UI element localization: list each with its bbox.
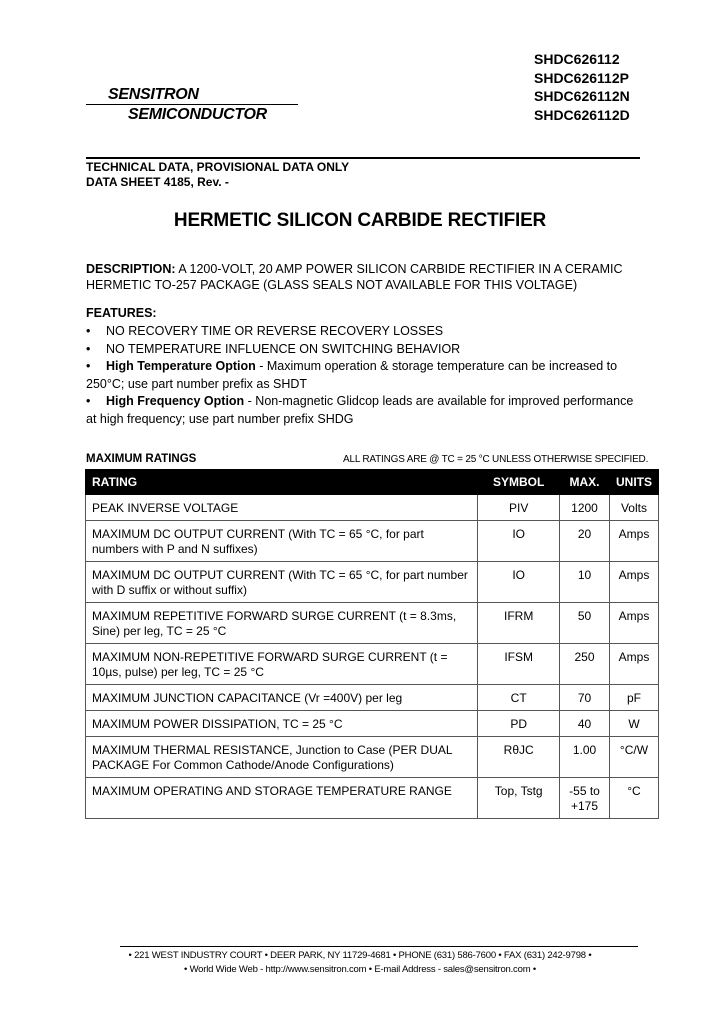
cell-rating: MAXIMUM DC OUTPUT CURRENT (With TC = 65 °C, for part number with D suffix or without suffix) (86, 562, 478, 603)
cell-max: 10 (560, 562, 610, 603)
feature-bold: High Temperature Option (106, 359, 256, 373)
footer-address: • 221 WEST INDUSTRY COURT • DEER PARK, NY 11729-4681 • PHONE (631) 586-7600 • FAX (631) 242-9798 • (128, 950, 592, 961)
cell-rating: MAXIMUM DC OUTPUT CURRENT (With TC = 65 °C, for part numbers with P and N suffixes) (86, 521, 478, 562)
cell-symbol: PD (478, 711, 560, 737)
part-number: SHDC626112D (534, 106, 630, 123)
cell-rating: MAXIMUM JUNCTION CAPACITANCE (Vr =400V) per leg (86, 685, 478, 711)
cell-symbol: RθJC (478, 737, 560, 778)
description (86, 261, 646, 293)
feature-text: - Maximum operation & storage temperature can be increased to 250°C; use part number prefix as SHDT (86, 359, 618, 391)
part-number: SHDC626112N (534, 88, 630, 104)
cell-units: Amps (609, 644, 658, 685)
cell-symbol: IFRM (478, 603, 560, 644)
table-row (86, 562, 659, 603)
table-row (86, 711, 659, 737)
table-row (86, 521, 659, 562)
table-row (86, 778, 659, 819)
table-row (86, 603, 659, 644)
feature-item (86, 393, 646, 428)
bullet-icon: • (86, 394, 91, 408)
cell-units: °C/W (609, 737, 658, 778)
cell-max: 1.00 (560, 737, 610, 778)
feature-text: - Non-magnetic Glidcop leads are available for improved performance at high frequency; use part number prefix SHDG (86, 394, 634, 426)
footer-rule (120, 946, 638, 947)
table-row (86, 685, 659, 711)
logo-line2: SEMICONDUCTOR (128, 106, 267, 123)
technical-data-line: TECHNICAL DATA, PROVISIONAL DATA ONLY (86, 160, 350, 174)
cell-units: Amps (609, 521, 658, 562)
part-number: SHDC626112 (534, 51, 620, 67)
feature-bold: High Frequency Option (106, 394, 245, 408)
header-max: MAX. (560, 470, 610, 495)
description-text: A 1200-VOLT, 20 AMP POWER SILICON CARBIDE RECTIFIER IN A CERAMIC HERMETIC TO-257 PACKAGE (GLASS SEALS NOT AVAILABLE FOR THIS VOLTAGE) (86, 262, 623, 292)
cell-max: 1200 (560, 495, 610, 521)
feature-text: NO TEMPERATURE INFLUENCE ON SWITCHING BEHAVIOR (106, 341, 461, 356)
cell-rating: PEAK INVERSE VOLTAGE (86, 495, 478, 521)
header-rating: RATING (86, 470, 478, 495)
feature-text: NO RECOVERY TIME OR REVERSE RECOVERY LOSSES (106, 324, 444, 338)
cell-units: pF (609, 685, 658, 711)
document-title: HERMETIC SILICON CARBIDE RECTIFIER (173, 210, 547, 231)
cell-max: 70 (560, 685, 610, 711)
feature-item (86, 358, 646, 393)
cell-units: Amps (609, 562, 658, 603)
ratings-title: MAXIMUM RATINGS (86, 453, 197, 465)
logo-rule (86, 104, 298, 105)
table-row (86, 644, 659, 685)
datasheet-line: DATA SHEET 4185, Rev. - (86, 175, 229, 189)
cell-units: °C (609, 778, 658, 819)
cell-units: W (609, 711, 658, 737)
cell-symbol: PIV (478, 495, 560, 521)
cell-max: 50 (560, 603, 610, 644)
footer-web-email: • World Wide Web - http://www.sensitron.com • E-mail Address - sales@sensitron.com • (184, 964, 536, 975)
ratings-note: ALL RATINGS ARE @ TC = 25 °C UNLESS OTHERWISE SPECIFIED. (343, 454, 649, 465)
table-row (86, 495, 659, 521)
description-label: DESCRIPTION: (86, 262, 176, 276)
header-symbol: SYMBOL (478, 470, 560, 495)
cell-rating: MAXIMUM OPERATING AND STORAGE TEMPERATURE RANGE (86, 778, 478, 819)
features-list (86, 323, 646, 428)
cell-symbol: CT (478, 685, 560, 711)
footer (0, 949, 720, 977)
cell-max: -55 to +175 (560, 778, 610, 819)
cell-rating: MAXIMUM REPETITIVE FORWARD SURGE CURRENT (t = 8.3ms, Sine) per leg, TC = 25 °C (86, 603, 478, 644)
cell-symbol: Top, Tstg (478, 778, 560, 819)
ratings-table (85, 469, 659, 819)
part-number-list (534, 50, 630, 124)
cell-symbol: IFSM (478, 644, 560, 685)
feature-item (86, 323, 646, 341)
cell-rating: MAXIMUM NON-REPETITIVE FORWARD SURGE CURRENT (t = 10µs, pulse) per leg, TC = 25 °C (86, 644, 478, 685)
table-row (86, 737, 659, 778)
features-title: FEATURES: (86, 306, 157, 320)
header-rule (86, 157, 640, 159)
bullet-icon: • (86, 341, 91, 356)
cell-max: 250 (560, 644, 610, 685)
cell-max: 40 (560, 711, 610, 737)
feature-item (86, 341, 646, 359)
bullet-icon: • (86, 324, 91, 338)
cell-rating: MAXIMUM THERMAL RESISTANCE, Junction to Case (PER DUAL PACKAGE For Common Cathode/Anode Configurations) (86, 737, 478, 778)
bullet-icon: • (86, 359, 91, 373)
technical-header (86, 160, 349, 190)
part-number: SHDC626112P (534, 69, 629, 86)
table-header-row (86, 470, 659, 495)
cell-symbol: IO (478, 562, 560, 603)
cell-max: 20 (560, 521, 610, 562)
cell-units: Amps (609, 603, 658, 644)
cell-symbol: IO (478, 521, 560, 562)
cell-units: Volts (609, 495, 658, 521)
header-units: UNITS (609, 470, 658, 495)
logo-line1: SENSITRON (108, 86, 199, 103)
cell-rating: MAXIMUM POWER DISSIPATION, TC = 25 °C (86, 711, 478, 737)
